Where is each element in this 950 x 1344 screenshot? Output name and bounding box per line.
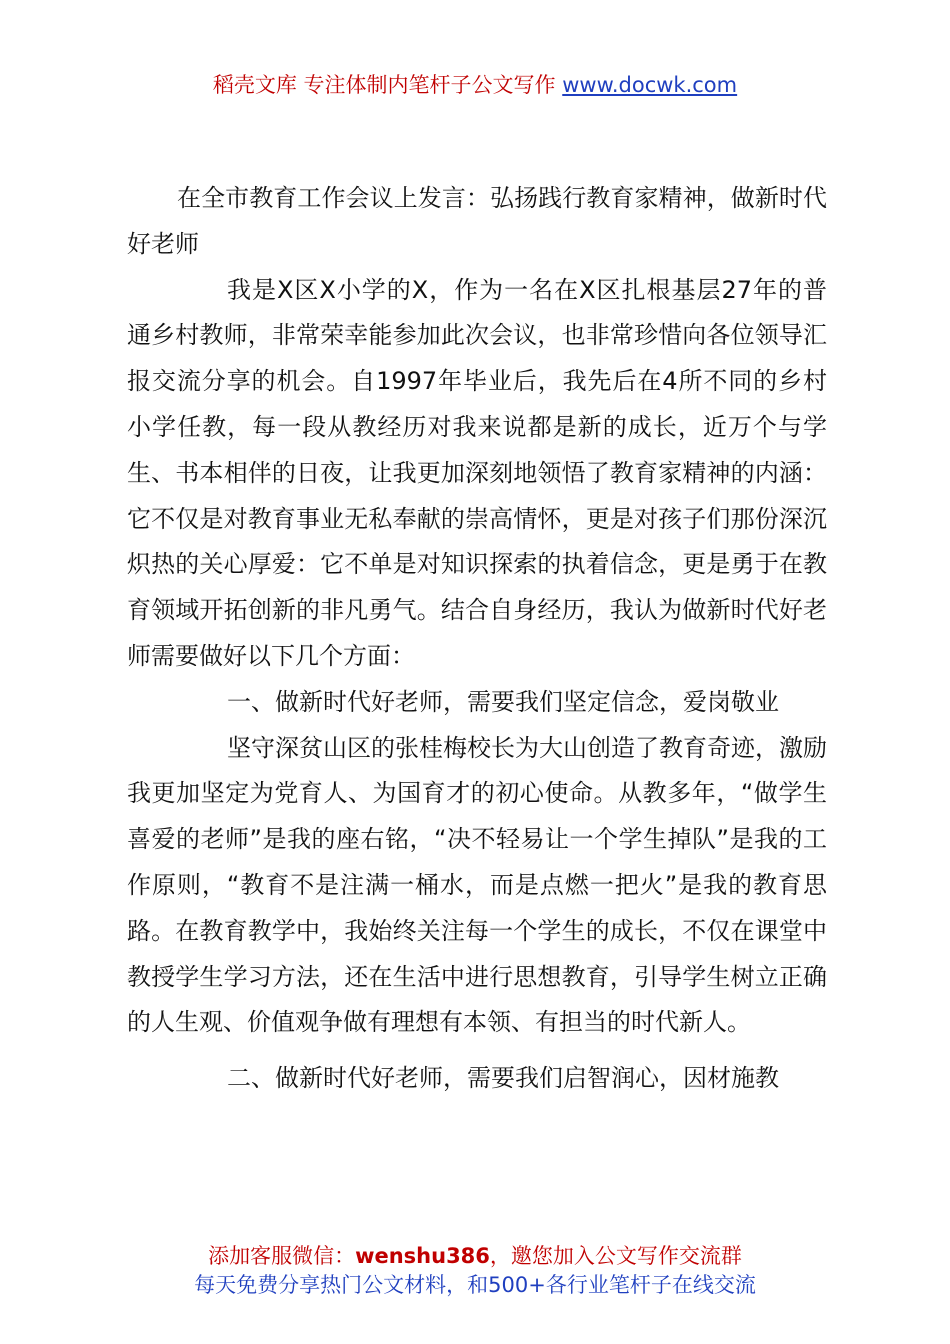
document-title: 在全市教育工作会议上发言：弘扬践行教育家精神，做新时代好老师 (127, 184, 827, 258)
page-footer (0, 1242, 950, 1300)
section-heading-2: 二、做新时代好老师，需要我们启智润心，因材施教 (227, 1064, 779, 1093)
footer-line-2: 每天免费分享热门公文材料，和500+各行业笔杆子在线交流 (194, 1273, 756, 1297)
header-url-link[interactable]: www.docwk.com (562, 73, 738, 97)
page-header (0, 70, 950, 100)
document-body (127, 176, 827, 1102)
section-heading-1: 一、做新时代好老师，需要我们坚定信念，爱岗敬业 (227, 687, 779, 716)
header-brand-text: 稻壳文库 专注体制内笔杆子公文写作 (212, 73, 556, 97)
footer-line-1 (0, 1242, 950, 1271)
footer-prefix: 添加客服微信： (208, 1244, 356, 1268)
footer-suffix: ，邀您加入公文写作交流群 (489, 1244, 742, 1268)
footer-wechat-id: wenshu386 (355, 1244, 490, 1268)
paragraph-intro: 我是X区X小学的X，作为一名在X区扎根基层27年的普通乡村教师，非常荣幸能参加此次会议，也非常珍惜向各位领导汇报交流分享的机会。自1997年毕业后，我先后在4所不同的乡村小学任教，每一段从教经历对我来说都是新的成长，近万个与学生、书本相伴的日夜，让我更加深刻地领悟了教育家精神的内涵：它不仅是对教育事业无私奉献的崇高情怀，更是对孩子们那份深沉炽热的关心厚爱：它不单是对知识探索的执着信念，更是勇于在教育领域开拓创新的非凡勇气。结合自身经历，我认为做新时代好老师需要做好以下几个方面： (127, 275, 827, 670)
paragraph-section-1: 坚守深贫山区的张桂梅校长为大山创造了教育奇迹，激励我更加坚定为党育人、为国育才的初心使命。从教多年，“做学生喜爱的老师”是我的座右铭，“决不轻易让一个学生掉队”是我的工作原则，“教育不是注满一桶水，而是点燃一把火”是我的教育思路。在教育教学中，我始终关注每一个学生的成长，不仅在课堂中教授学生学习方法，还在生活中进行思想教育，引导学生树立正确的人生观、价值观争做有理想有本领、有担当的时代新人。 (127, 733, 827, 1037)
